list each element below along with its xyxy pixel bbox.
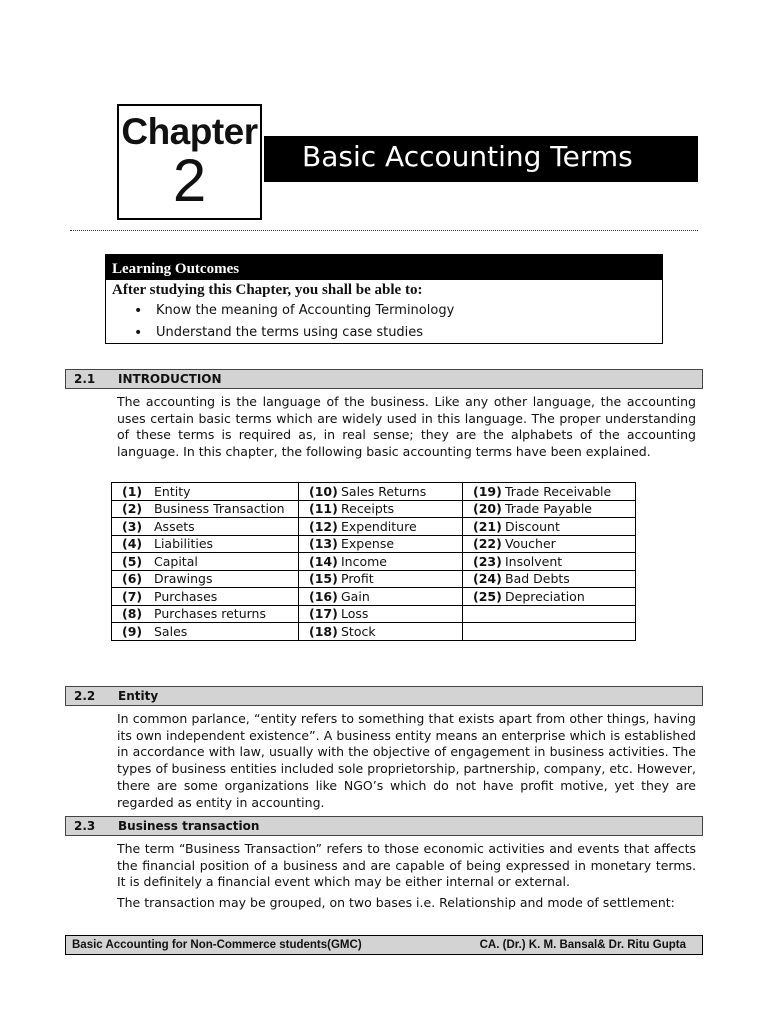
- term-entry: [463, 518, 635, 535]
- table-cell: [112, 483, 299, 501]
- term-entry: [299, 501, 462, 518]
- table-row: [112, 483, 636, 501]
- table-row: [112, 535, 636, 553]
- entity-paragraph: In common parlance, “entity refers to something that exists apart from other things, having its own independent existence”. A business entity means an enterprise which is established in accordance with law, usually with the objective of engagement in business activities. The types of business entities included sole proprietorship, partnership, company, etc. However, there are some organizations like NGO’s which do not have profit motive, yet they are regarded as entity in accounting.: [117, 711, 696, 810]
- table-cell: [299, 535, 463, 553]
- table-cell: [463, 588, 636, 606]
- section-number: 2.1: [74, 372, 96, 386]
- term-number: (19): [473, 483, 502, 499]
- table-cell: [463, 553, 636, 571]
- section-title: Business transaction: [118, 819, 260, 833]
- term-number: (8): [122, 606, 143, 622]
- term-entry: [112, 623, 298, 640]
- learning-outcomes-list: [106, 300, 662, 344]
- dotted-divider: [70, 230, 698, 231]
- term-label: Liabilities: [154, 536, 214, 552]
- table-cell: [299, 553, 463, 571]
- section-title: Entity: [118, 689, 159, 703]
- term-entry: [299, 606, 462, 623]
- table-cell: [299, 570, 463, 588]
- chapter-title: Basic Accounting Terms: [264, 136, 698, 182]
- section-number: 2.2: [74, 689, 96, 703]
- table-cell: [463, 500, 636, 518]
- term-label: Sales Returns: [341, 483, 427, 499]
- term-number: (9): [122, 623, 143, 639]
- term-number: (24): [473, 571, 502, 587]
- table-row: [112, 570, 636, 588]
- term-number: (18): [309, 623, 338, 639]
- term-number: (6): [122, 571, 143, 587]
- term-entry: [112, 606, 298, 623]
- term-number: (5): [122, 553, 143, 569]
- term-number: (3): [122, 518, 143, 534]
- table-row: [112, 588, 636, 606]
- section-header-introduction: [65, 369, 703, 389]
- term-label: Income: [341, 553, 387, 569]
- term-entry: [112, 483, 298, 500]
- table-cell: [112, 570, 299, 588]
- table-row: [112, 605, 636, 623]
- chapter-word: Chapter: [121, 111, 258, 152]
- term-label: Discount: [505, 518, 560, 534]
- term-entry: [463, 553, 635, 570]
- term-label: Gain: [341, 588, 370, 604]
- table-cell: [112, 605, 299, 623]
- term-label: Insolvent: [505, 553, 563, 569]
- term-entry: [299, 553, 462, 570]
- term-label: Stock: [341, 623, 376, 639]
- term-label: Voucher: [505, 536, 556, 552]
- table-cell: [112, 588, 299, 606]
- term-number: (1): [122, 483, 143, 499]
- term-entry: [299, 588, 462, 605]
- term-entry: [463, 501, 635, 518]
- term-entry: [299, 483, 462, 500]
- table-cell: [463, 605, 636, 623]
- term-label: Entity: [154, 483, 191, 499]
- term-number: (2): [122, 501, 143, 517]
- table-cell: [463, 570, 636, 588]
- term-label: Expense: [341, 536, 395, 552]
- term-number: (20): [473, 501, 502, 517]
- term-number: (4): [122, 536, 143, 552]
- term-label: Receipts: [341, 501, 395, 517]
- term-entry: [112, 588, 298, 605]
- table-cell: [463, 535, 636, 553]
- term-label: Bad Debts: [505, 571, 570, 587]
- term-entry: [112, 501, 298, 518]
- term-entry: [299, 518, 462, 535]
- term-number: (23): [473, 553, 502, 569]
- table-cell: [112, 623, 299, 641]
- table-cell: [112, 518, 299, 536]
- term-entry: [463, 536, 635, 553]
- section-header-entity: [65, 686, 703, 706]
- table-cell: [299, 588, 463, 606]
- term-number: (16): [309, 588, 338, 604]
- term-label: Purchases: [154, 588, 218, 604]
- term-number: (14): [309, 553, 338, 569]
- term-label: Loss: [341, 606, 369, 622]
- term-number: (15): [309, 571, 338, 587]
- table-cell: [463, 483, 636, 501]
- footer-authors: CA. (Dr.) K. M. Bansal& Dr. Ritu Gupta: [479, 939, 686, 951]
- learning-outcomes-heading: Learning Outcomes: [106, 255, 662, 280]
- term-label: Business Transaction: [154, 501, 285, 517]
- transaction-grouping-paragraph: The transaction may be grouped, on two bases i.e. Relationship and mode of settlement:: [117, 895, 675, 910]
- table-row: [112, 518, 636, 536]
- table-cell: [112, 535, 299, 553]
- table-cell: [299, 623, 463, 641]
- term-label: Depreciation: [505, 588, 585, 604]
- term-label: Sales: [154, 623, 188, 639]
- table-cell: [463, 518, 636, 536]
- chapter-badge: [117, 104, 262, 220]
- term-label: Expenditure: [341, 518, 417, 534]
- section-number: 2.3: [74, 819, 96, 833]
- term-entry: [299, 571, 462, 588]
- term-label: Trade Receivable: [505, 483, 612, 499]
- term-label: Drawings: [154, 571, 213, 587]
- learning-outcomes-intro: After studying this Chapter, you shall be able to:: [112, 282, 423, 298]
- section-header-business-transaction: [65, 816, 703, 836]
- term-number: (12): [309, 518, 338, 534]
- table-cell: [463, 623, 636, 641]
- term-number: (13): [309, 536, 338, 552]
- page-footer: [65, 935, 703, 955]
- section-title: INTRODUCTION: [118, 372, 222, 386]
- table-cell: [112, 500, 299, 518]
- table-row: [112, 553, 636, 571]
- table-row: [112, 500, 636, 518]
- list-item: • Understand the terms using case studies: [106, 322, 662, 344]
- table-cell: [112, 553, 299, 571]
- list-item: • Know the meaning of Accounting Terminology: [106, 300, 662, 322]
- table-cell: [299, 483, 463, 501]
- terms-table: [111, 482, 636, 641]
- table-row: [112, 623, 636, 641]
- term-number: (21): [473, 518, 502, 534]
- term-entry: [112, 518, 298, 535]
- term-label: Profit: [341, 571, 374, 587]
- footer-book-title: Basic Accounting for Non-Commerce students(GMC): [72, 939, 362, 951]
- term-entry: [463, 571, 635, 588]
- term-number: (22): [473, 536, 502, 552]
- term-label: Capital: [154, 553, 198, 569]
- term-entry: [112, 536, 298, 553]
- table-cell: [299, 500, 463, 518]
- term-entry: [463, 483, 635, 500]
- term-label: Trade Payable: [505, 501, 592, 517]
- term-number: (10): [309, 483, 338, 499]
- term-number: (25): [473, 588, 502, 604]
- business-transaction-paragraph: The term “Business Transaction” refers to those economic activities and events that affects the financial position of a business and are capable of being expressed in monetary terms. It is definitely a financial event which may be either internal or external.: [117, 841, 696, 890]
- term-number: (17): [309, 606, 338, 622]
- learning-outcomes-box: [105, 254, 663, 344]
- term-entry: [463, 588, 635, 605]
- term-number: (11): [309, 501, 338, 517]
- chapter-number: 2: [172, 147, 207, 214]
- term-number: (7): [122, 588, 143, 604]
- term-label: Purchases returns: [154, 606, 266, 622]
- term-entry: [112, 553, 298, 570]
- table-cell: [299, 605, 463, 623]
- table-cell: [299, 518, 463, 536]
- term-entry: [112, 571, 298, 588]
- term-entry: [299, 536, 462, 553]
- term-entry: [299, 623, 462, 640]
- introduction-paragraph: The accounting is the language of the business. Like any other language, the accounting uses certain basic terms which are widely used in this language. The proper understanding of these terms is required as, in real sense; they are the alphabets of the accounting language. In this chapter, the following basic accounting terms have been explained.: [117, 394, 696, 460]
- term-label: Assets: [154, 518, 195, 534]
